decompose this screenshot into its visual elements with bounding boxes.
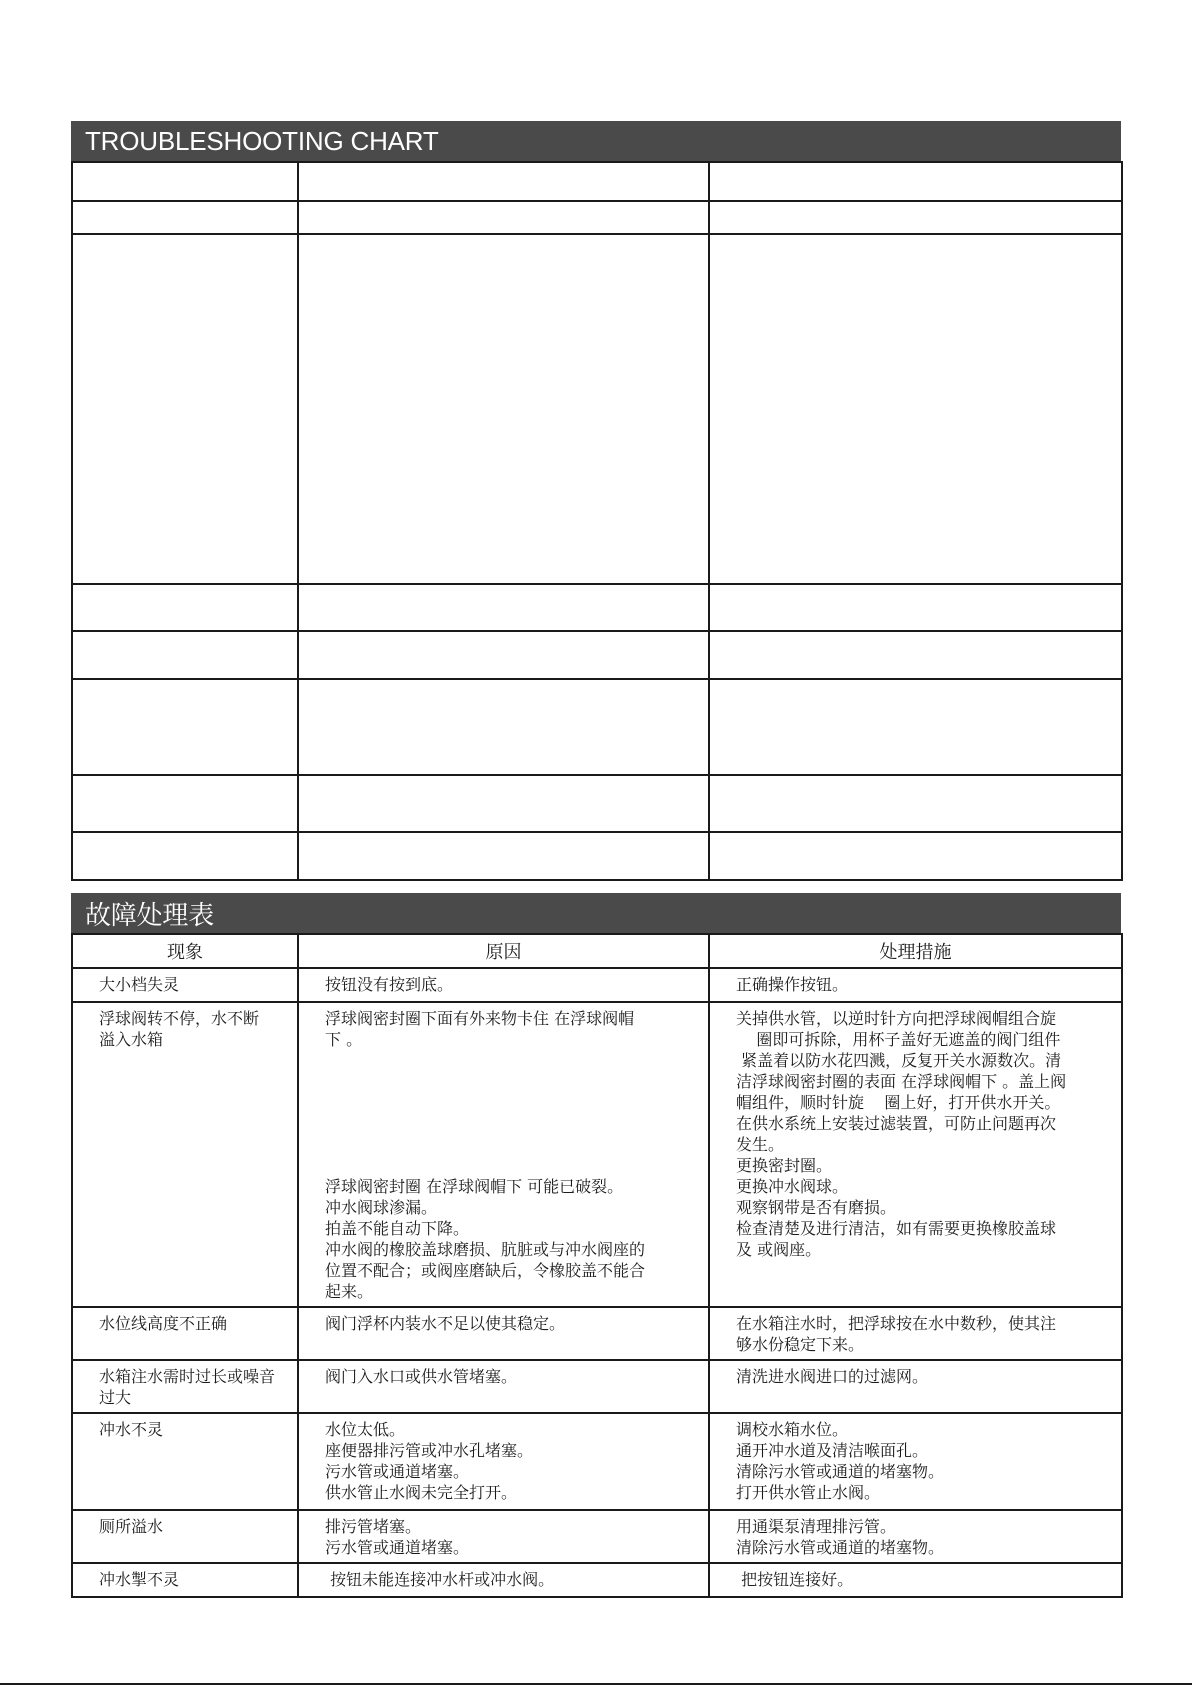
- symptom-cell: [72, 679, 298, 775]
- cause-text: [299, 1564, 708, 1594]
- cause-line: [325, 1134, 692, 1155]
- cause-line: 起来。: [325, 1282, 374, 1301]
- symptom-line: 过大: [99, 1388, 132, 1407]
- symptom-line: 大小档失灵: [99, 975, 180, 994]
- cause-line: 水位太低。: [325, 1420, 406, 1439]
- cause-line: [325, 1071, 692, 1092]
- chinese-chart-table: [71, 933, 1123, 1598]
- remedy-cell: [709, 1307, 1122, 1360]
- cause-line: 阀门浮杯内装水不足以使其稳定。: [325, 1314, 566, 1333]
- remedy-line: 打开供水管止水阀。: [736, 1483, 881, 1502]
- cause-line: 下 。: [325, 1030, 363, 1049]
- remedy-cell: [709, 631, 1122, 679]
- remedy-line: 关掉供水管，以逆时针方向把浮球阀帽组合旋: [736, 1009, 1057, 1028]
- cause-line: 座便器排污管或冲水孔堵塞。: [325, 1441, 534, 1460]
- header-cause: 原因: [298, 934, 709, 968]
- symptom-line: 厕所溢水: [99, 1517, 164, 1536]
- cause-line: 按钮没有按到底。: [325, 975, 454, 994]
- symptom-cell: [72, 1510, 298, 1563]
- table-row: [72, 968, 1122, 1002]
- symptom-cell: [72, 201, 298, 234]
- remedy-cell: [709, 201, 1122, 234]
- remedy-text: [710, 1564, 1121, 1594]
- remedy-line: 洁浮球阀密封圈的表面 在浮球阀帽下 。盖上阀: [736, 1072, 1067, 1091]
- remedy-line: 及 或阀座。: [736, 1240, 822, 1259]
- remedy-line: 用通渠泵清理排污管。: [736, 1517, 897, 1536]
- cause-text: [299, 969, 708, 999]
- remedy-line: 在水箱注水时，把浮球按在水中数秒，使其注: [736, 1314, 1057, 1333]
- cause-line: 拍盖不能自动下降。: [325, 1219, 470, 1238]
- table-row: [72, 1413, 1122, 1510]
- english-chart: [71, 121, 1121, 881]
- table-row: [72, 832, 1122, 880]
- cause-cell: [298, 1307, 709, 1360]
- cause-line: 浮球阀密封圈下面有外来物卡住 在浮球阀帽: [325, 1009, 635, 1028]
- remedy-text: [710, 1361, 1121, 1391]
- table-row: [72, 1563, 1122, 1597]
- remedy-line: 够水份稳定下来。: [736, 1335, 865, 1354]
- symptom-text: [73, 1564, 297, 1594]
- cause-cell: [298, 1563, 709, 1597]
- chinese-chart: [71, 893, 1121, 1598]
- remedy-cell: [709, 775, 1122, 832]
- symptom-cell: [72, 1360, 298, 1413]
- cause-text: [299, 1414, 708, 1507]
- cause-cell: [298, 201, 709, 234]
- cause-cell: [298, 631, 709, 679]
- symptom-line: 溢入水箱: [99, 1030, 164, 1049]
- cause-line: 按钮未能连接冲水杆或冲水阀。: [325, 1570, 555, 1589]
- cause-line: 冲水阀球渗漏。: [325, 1198, 438, 1217]
- table-row: [72, 1002, 1122, 1307]
- remedy-text: [710, 1414, 1121, 1507]
- remedy-line: 更换冲水阀球。: [736, 1177, 849, 1196]
- remedy-line: 在供水系统上安装过滤装置，可防止问题再次: [736, 1114, 1057, 1133]
- cause-text: [299, 1308, 708, 1338]
- chinese-chart-title: 故障处理表: [71, 893, 1121, 933]
- cause-cell: [298, 1413, 709, 1510]
- symptom-text: [73, 1414, 297, 1444]
- remedy-line: 清洗进水阀进口的过滤网。: [736, 1367, 929, 1386]
- remedy-line: 调校水箱水位。: [736, 1420, 849, 1439]
- remedy-line: 清除污水管或通道的堵塞物。: [736, 1538, 945, 1557]
- table-row: [72, 201, 1122, 234]
- remedy-line: 更换密封圈。: [736, 1156, 833, 1175]
- symptom-line: 冲水掣不灵: [99, 1570, 180, 1589]
- remedy-line: 把按钮连接好。: [736, 1570, 854, 1589]
- symptom-text: [73, 1361, 297, 1412]
- cause-line: [325, 1092, 692, 1113]
- symptom-cell: [72, 584, 298, 631]
- symptom-text: [73, 969, 297, 999]
- symptom-line: 水箱注水需时过长或噪音: [99, 1367, 276, 1386]
- symptom-cell: [72, 234, 298, 584]
- symptom-cell: [72, 1413, 298, 1510]
- cause-line: 冲水阀的橡胶盖球磨损、肮脏或与冲水阀座的: [325, 1240, 646, 1259]
- cause-cell: [298, 1002, 709, 1307]
- table-row: [72, 679, 1122, 775]
- cause-cell: [298, 968, 709, 1002]
- cause-text: [299, 1003, 708, 1306]
- table-row: [72, 162, 1122, 201]
- cause-cell: [298, 1360, 709, 1413]
- header-symptom: 现象: [72, 934, 298, 968]
- english-chart-table: [71, 161, 1123, 881]
- cause-line: 供水管止水阀未完全打开。: [325, 1483, 518, 1502]
- symptom-cell: [72, 968, 298, 1002]
- english-chart-title: TROUBLESHOOTING CHART: [71, 121, 1121, 161]
- table-row: [72, 1307, 1122, 1360]
- symptom-line: 水位线高度不正确: [99, 1314, 228, 1333]
- remedy-line: 帽组件，顺时针旋 圈上好，打开供水开关。: [736, 1093, 1061, 1112]
- table-row: [72, 234, 1122, 584]
- remedy-line: 观察钢带是否有磨损。: [736, 1198, 897, 1217]
- remedy-cell: [709, 1510, 1122, 1563]
- remedy-text: [710, 1511, 1121, 1562]
- remedy-line: 通开冲水道及清洁喉面孔。: [736, 1441, 929, 1460]
- remedy-cell: [709, 1360, 1122, 1413]
- symptom-cell: [72, 162, 298, 201]
- header-remedy: 处理措施: [709, 934, 1122, 968]
- remedy-line: 紧盖着以防水花四溅，反复开关水源数次。清: [736, 1051, 1062, 1070]
- table-header-row: [72, 934, 1122, 968]
- table-row: [72, 775, 1122, 832]
- cause-cell: [298, 775, 709, 832]
- remedy-text: [710, 1003, 1121, 1264]
- cause-cell: [298, 679, 709, 775]
- remedy-cell: [709, 679, 1122, 775]
- remedy-cell: [709, 234, 1122, 584]
- remedy-cell: [709, 1002, 1122, 1307]
- cause-line: [325, 1113, 692, 1134]
- cause-cell: [298, 584, 709, 631]
- remedy-cell: [709, 584, 1122, 631]
- cause-text: [299, 1361, 708, 1391]
- remedy-cell: [709, 1413, 1122, 1510]
- table-row: [72, 584, 1122, 631]
- remedy-line: 发生。: [736, 1135, 785, 1154]
- symptom-line: 浮球阀转不停，水不断: [99, 1009, 260, 1028]
- remedy-line: 圈即可拆除，用杯子盖好无遮盖的阀门组件: [736, 1030, 1061, 1049]
- cause-line: 污水管或通道堵塞。: [325, 1462, 470, 1481]
- table-row: [72, 631, 1122, 679]
- remedy-text: [710, 969, 1121, 999]
- cause-text: [299, 1511, 708, 1562]
- remedy-cell: [709, 968, 1122, 1002]
- remedy-line: 检查清楚及进行清洁，如有需要更换橡胶盖球: [736, 1219, 1057, 1238]
- cause-line: 位置不配合；或阀座磨缺后，令橡胶盖不能合: [325, 1261, 646, 1280]
- remedy-line: 正确操作按钮。: [736, 975, 849, 994]
- cause-cell: [298, 1510, 709, 1563]
- symptom-cell: [72, 1002, 298, 1307]
- remedy-cell: [709, 162, 1122, 201]
- cause-line: 浮球阀密封圈 在浮球阀帽下 可能已破裂。: [325, 1177, 624, 1196]
- symptom-cell: [72, 832, 298, 880]
- table-row: [72, 1510, 1122, 1563]
- symptom-cell: [72, 1563, 298, 1597]
- cause-cell: [298, 832, 709, 880]
- table-row: [72, 1360, 1122, 1413]
- symptom-cell: [72, 631, 298, 679]
- cause-line: 排污管堵塞。: [325, 1517, 422, 1536]
- symptom-line: 冲水不灵: [99, 1420, 164, 1439]
- cause-line: 污水管或通道堵塞。: [325, 1538, 470, 1557]
- symptom-cell: [72, 775, 298, 832]
- symptom-text: [73, 1003, 297, 1054]
- remedy-cell: [709, 1563, 1122, 1597]
- cause-cell: [298, 234, 709, 584]
- cause-line: [325, 1050, 692, 1071]
- symptom-text: [73, 1308, 297, 1338]
- cause-cell: [298, 162, 709, 201]
- remedy-cell: [709, 832, 1122, 880]
- remedy-line: 清除污水管或通道的堵塞物。: [736, 1462, 945, 1481]
- remedy-text: [710, 1308, 1121, 1359]
- cause-line: [325, 1155, 692, 1176]
- cause-line: 阀门入水口或供水管堵塞。: [325, 1367, 518, 1386]
- symptom-cell: [72, 1307, 298, 1360]
- symptom-text: [73, 1511, 297, 1541]
